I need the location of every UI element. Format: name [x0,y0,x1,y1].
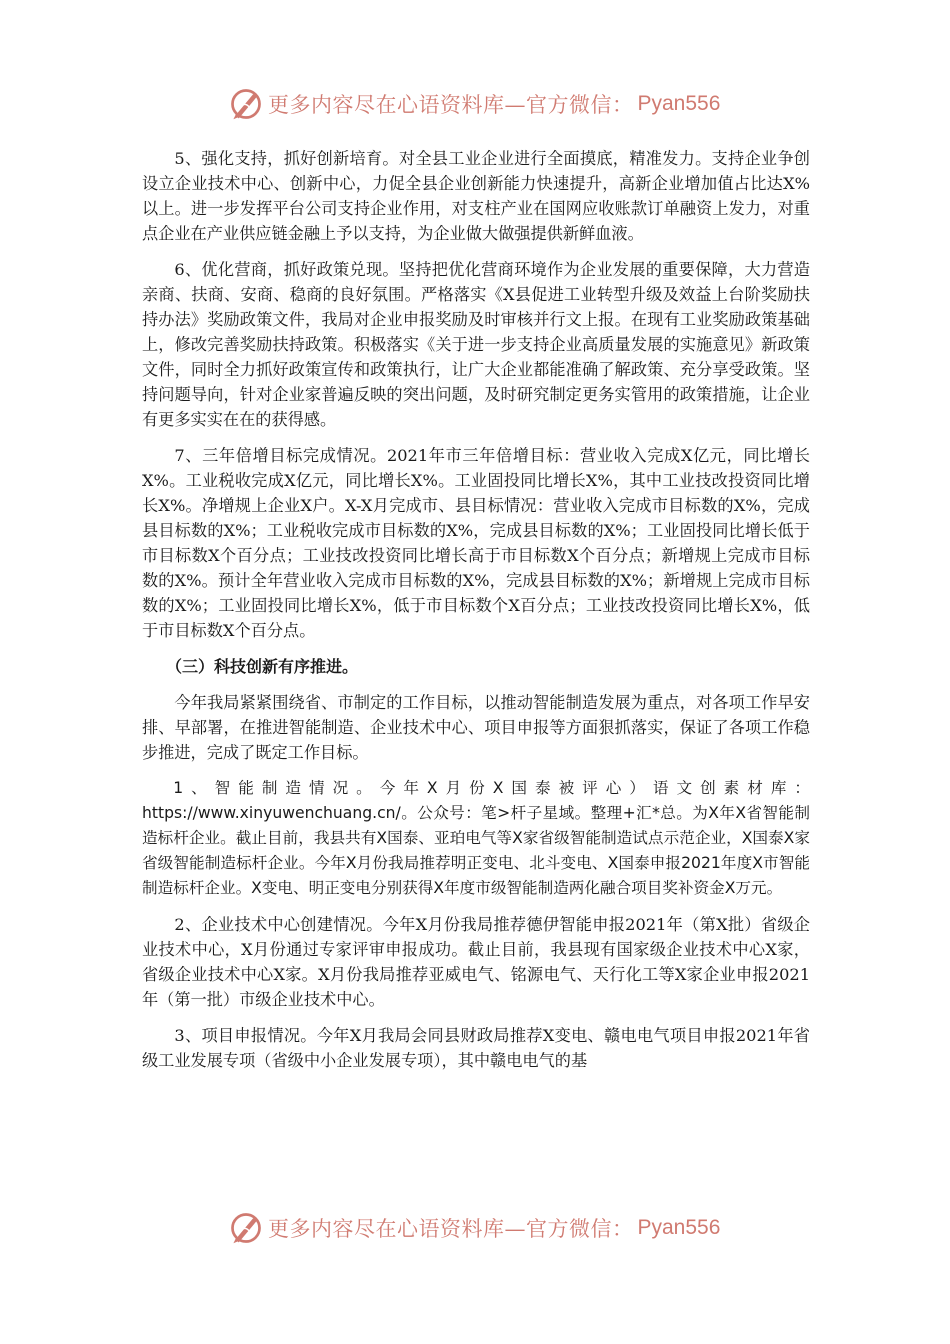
watermark-banner-bottom [228,1208,720,1248]
paragraph-item-7: 7、三年倍增目标完成情况。2021年市三年倍增目标：营业收入完成X亿元，同比增长X%。工业税收完成X亿元，同比增长X%。工业固投同比增长X%，其中工业技改投资同比增长X%。净增规上企业X户。X-X月完成市、县目标情况：营业收入完成市目标数的X%，完成县目标数的X%；工业税收完成市目标数的X%，完成县目标数的X%；工业固投同比增长低于市目标数X个百分点；工业技改投资同比增长高于市目标数X个百分点；新增规上完成市目标数的X%。预计全年营业收入完成市目标数的X%，完成县目标数的X%；新增规上完成市目标数的X%；工业固投同比增长X%，低于市目标数个X百分点；工业技改投资同比增长X%，低于市目标数X个百分点。 [142,446,810,640]
paragraph-smart-manufacturing: 1、智能制造情况。今年X月份X国泰被评心）语文创素材库：https://www.xinyuwenchuang.cn/。公众号：笔>杆子星域。整理+汇*总。为X年X省智能制造标杆企业。截止目前，我县共有X国泰、亚珀电气等X家省级智能制造试点示范企业，X国泰X家省级智能制造标杆企业。今年X月份我局推荐明正变电、北斗变电、X国泰申报2021年度X市智能制造标杆企业。X变电、明正变电分别获得X年度市级智能制造两化融合项目奖补资金X万元。 [142,779,810,897]
paragraph-item-6: 6、优化营商，抓好政策兑现。坚持把优化营商环境作为企业发展的重要保障，大力营造亲商、扶商、安商、稳商的良好氛围。严格落实《X县促进工业转型升级及效益上台阶奖励扶持办法》奖励政策文件，我局对企业申报奖励及时审核并行文上报。在现有工业奖励政策基础上，修改完善奖励扶持政策。积极落实《关于进一步支持企业高质量发展的实施意见》新政策文件，同时全力抓好政策宣传和政策执行，让广大企业都能准确了解政策、充分享受政策。坚持问题导向，针对企业家普遍反映的突出问题，及时研究制定更务实管用的政策措施，让企业有更多实实在在的获得感。 [142,260,810,429]
pen-logo-icon [228,1210,264,1246]
pen-logo-icon [228,86,264,122]
section-heading-3: （三）科技创新有序推进。 [166,657,359,676]
watermark-text: 更多内容尽在心语资料库—官方微信： [268,93,634,117]
section-intro-paragraph: 今年我局紧紧围绕省、市制定的工作目标，以推动智能制造发展为重点，对各项工作早安排、早部署，在推进智能制造、企业技术中心、项目申报等方面狠抓落实，保证了各项工作稳步推进，完成了既定工作目标。 [142,693,810,762]
watermark-wechat-id: Pyan556 [637,92,721,115]
watermark-text: 更多内容尽在心语资料库—官方微信： [268,1217,634,1241]
paragraph-item-5: 5、强化支持，抓好创新培育。对全县工业企业进行全面摸底，精准发力。支持企业争创设立企业技术中心、创新中心，力促全县企业创新能力快速提升，高新企业增加值占比达X%以上。进一步发挥平台公司支持企业作用，对支柱产业在国网应收账款订单融资上发力，对重点企业在产业供应链金融上予以支持，为企业做大做强提供新鲜血液。 [142,149,810,243]
watermark-wechat-id: Pyan556 [637,1216,721,1239]
paragraph-project-application: 3、项目申报情况。今年X月我局会同县财政局推荐X变电、赣电电气项目申报2021年省级工业发展专项（省级中小企业发展专项），其中赣电电气的基 [142,1026,810,1070]
paragraph-tech-center: 2、企业技术中心创建情况。今年X月份我局推荐德伊智能申报2021年（第X批）省级企业技术中心，X月份通过专家评审申报成功。截止目前，我县现有国家级企业技术中心X家，省级企业技术中心X家。X月份我局推荐亚威电气、铭源电气、天行化工等X家企业申报2021年（第一批）市级企业技术中心。 [142,915,810,1009]
document-body [142,146,810,1084]
watermark-banner-top [228,84,720,124]
